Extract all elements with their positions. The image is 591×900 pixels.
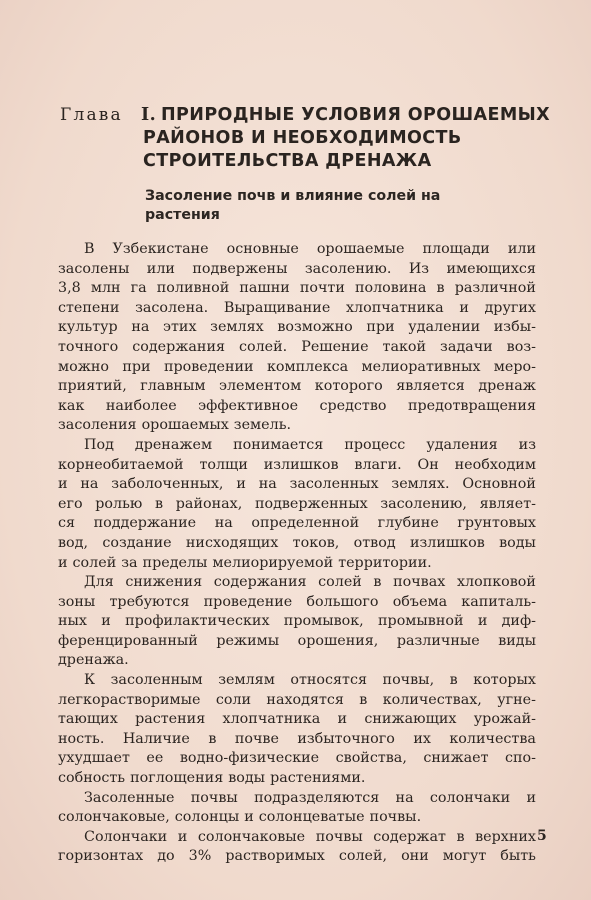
chapter-number: I. (141, 105, 157, 125)
text-line: В Узбекистане основные орошаемые площади или (84, 241, 536, 257)
text-line: Для снижения содержания солей в почвах хлопковой (84, 574, 536, 591)
text-line: легкорастворимые соли находятся в количествах, угне- (58, 691, 536, 708)
text-line: Солончаки и солончаковые почвы содержат в верхних (84, 828, 536, 845)
text-line: ных и профилактических промывок, промывной и диф- (58, 613, 536, 630)
paragraph (58, 240, 536, 436)
text-line: зоны требуются проведение большого объема капиталь- (58, 593, 536, 610)
text-line: солончаковые, солонцы и солонцеватые почвы. (58, 809, 422, 826)
chapter-title-line: РАЙОНОВ И НЕОБХОДИМОСТЬ (143, 128, 462, 148)
text-line: можно при проведении комплекса мелиоративных меро- (58, 358, 536, 375)
text-line: приятий, главным элементом которого является дренаж (58, 378, 536, 395)
section-heading (145, 187, 475, 225)
paragraph (58, 671, 536, 789)
paragraph (58, 573, 536, 671)
text-line: собность поглощения воды растениями. (58, 770, 366, 787)
paragraph (58, 828, 536, 867)
paragraph (58, 436, 536, 573)
text-line: засоления орошаемых земель. (58, 417, 292, 434)
text-line: засолены или подвержены засолению. Из имеющихся (58, 260, 536, 277)
text-line: дренажа. (58, 652, 129, 669)
text-line: 3,8 млн га поливной пашни почти половина в различной (58, 280, 536, 297)
text-line: культур на этих землях возможно при удалении избы- (58, 319, 536, 336)
text-line: как наиболее эффективное средство предотвращения (58, 397, 536, 414)
text-line: ность. Наличие в почве избыточного их количества (58, 730, 536, 747)
text-line: и на заболоченных, и на засоленных землях. Основной (58, 476, 536, 493)
text-line: точного содержания солей. Решение такой задачи воз- (58, 338, 536, 355)
text-line: ференцированный режимы орошения, различные виды (58, 632, 536, 649)
body-text (58, 240, 536, 867)
text-line: степени засолена. Выращивание хлопчатника и других (58, 299, 536, 316)
section-title-line: Засоление почв и влияние солей на (145, 188, 441, 204)
text-line: его ролью в районах, подверженных засолению, являет- (58, 495, 536, 512)
chapter-prefix: Глава (60, 105, 123, 125)
page-number: 5 (537, 828, 547, 844)
text-line: К засоленным землям относятся почвы, в которых (84, 672, 536, 689)
chapter-title-line: ПРИРОДНЫЕ УСЛОВИЯ ОРОШАЕМЫХ (161, 105, 551, 125)
chapter-title-line: СТРОИТЕЛЬСТВА ДРЕНАЖА (143, 151, 432, 171)
text-line: и солей за пределы мелиорируемой территории. (58, 554, 432, 571)
text-line: ся поддержание на определенной глубине грунтовых (58, 515, 536, 532)
text-line: тающих растения хлопчатника и снижающих урожай- (58, 711, 536, 728)
text-line: Засоленные почвы подразделяются на солончаки и (84, 789, 536, 806)
section-title-line: растения (145, 207, 220, 223)
text-line: вод, создание нисходящих токов, отвод излишков воды (58, 534, 536, 551)
text-line: Под дренажем понимается процесс удаления из (84, 436, 536, 453)
text-line: горизонтах до 3% растворимых солей, они могут быть (58, 848, 536, 865)
text-line: корнеобитаемой толщи излишков влаги. Он необходим (58, 456, 536, 473)
paragraph (58, 789, 536, 828)
text-line: ухудшает ее водно-физические свойства, снижает спо- (58, 750, 536, 767)
